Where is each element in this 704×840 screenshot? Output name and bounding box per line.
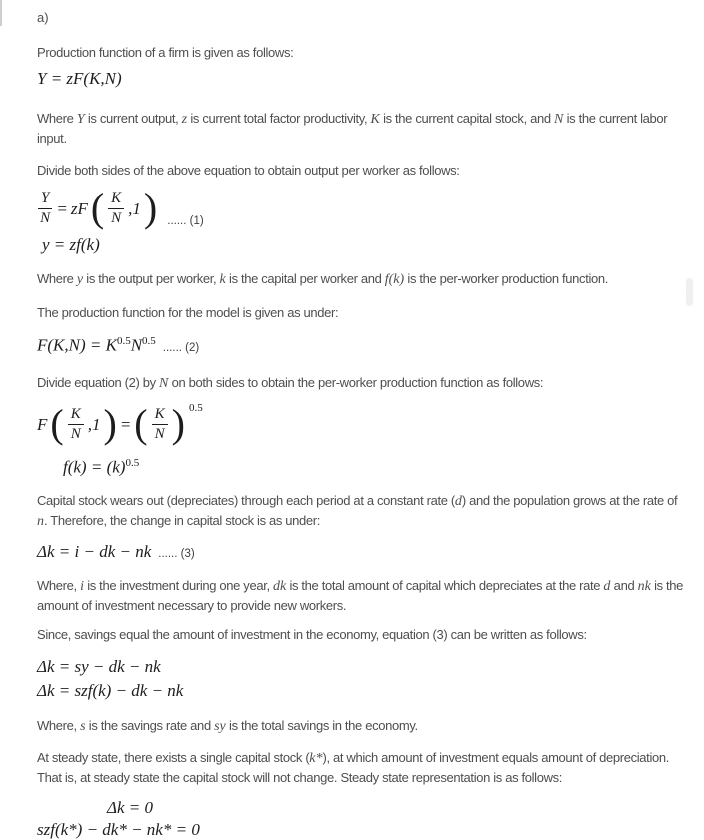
cobb-mid: N xyxy=(130,335,143,355)
math-variable: N xyxy=(554,111,564,127)
equals-sign: = xyxy=(119,414,132,434)
paragraph-production-intro xyxy=(37,43,687,63)
paragraph-per-worker-definitions xyxy=(37,269,687,290)
math-variable: n xyxy=(37,514,44,530)
text-run: is the total amount of capital which depreciates at the rate xyxy=(286,577,604,593)
math-variable: z xyxy=(181,111,188,127)
math-variable: d xyxy=(603,578,611,594)
paragraph-divide-instruction xyxy=(37,161,687,181)
math-variable: d xyxy=(454,493,462,509)
text-run: Production function of a firm is given as follows: xyxy=(37,45,294,60)
math-variable: sy xyxy=(214,719,226,735)
text-run: and xyxy=(610,577,638,593)
fraction-k-over-n: $\frac{K}{N}$ xyxy=(67,406,85,441)
text-run: is the output per worker, xyxy=(83,271,220,286)
equation-per-worker-derivation: F ( $\frac{K}{N}$ ,1 ) = ( $\frac{K}{N}$ ) 0.5 xyxy=(37,399,687,449)
math-variable: nk xyxy=(637,578,651,594)
exponent: 0.5 xyxy=(142,335,156,347)
text-run: is the current capital stock, and xyxy=(379,110,555,126)
text-run: is the savings rate and xyxy=(85,718,215,734)
text-run: is the current labor input. xyxy=(37,110,668,146)
fraction-k-over-n: $\frac{K}{N}$ xyxy=(151,406,169,441)
comma-one-term: ,1 xyxy=(87,414,101,434)
paragraph-investment-definitions xyxy=(37,576,687,616)
equation-per-worker-output: $\frac{Y}{N}$ = zF ( $\frac{K}{N}$ ,1 ) ...... (1) xyxy=(37,184,687,232)
math-variable: k* xyxy=(309,750,323,766)
math-variable: N xyxy=(159,375,169,391)
text-run: is the amount of investment necessary to provide new workers. xyxy=(37,577,684,614)
capital-change-body: Δk = i − dk − nk xyxy=(37,541,152,561)
equation-steady-final: szf(k*) − dk* − nk* = 0 xyxy=(37,819,200,839)
text-run: Where xyxy=(37,271,77,286)
paragraph-savings-equal xyxy=(37,625,687,645)
exponent: 0.5 xyxy=(116,335,131,347)
math-variable: k xyxy=(219,272,226,287)
math-variable: s xyxy=(80,719,86,735)
paragraph-model-production xyxy=(37,303,687,323)
comma-one-term: ,1 xyxy=(128,198,141,218)
text-run: Since, savings equal the amount of investment in the economy, equation (3) can be written as follows: xyxy=(37,626,587,642)
cobb-lead: F(K,N) = K xyxy=(37,335,117,355)
f-term: F xyxy=(37,414,48,434)
equation-fk xyxy=(63,453,687,478)
equation-number-2: ...... (2) xyxy=(162,341,200,354)
math-variable: f(k) xyxy=(384,272,405,287)
text-run: on both sides to obtain the per-worker production function as follows: xyxy=(168,374,544,390)
text-run: is the capital per worker and xyxy=(225,271,385,286)
paragraph-variable-definitions xyxy=(37,109,687,149)
equation-savings-1: Δk = sy − dk − nk xyxy=(37,657,161,677)
equation-production-function: Y = zF(K,N) xyxy=(37,68,122,88)
scrollbar-thumb[interactable] xyxy=(686,278,693,306)
exponent: 0.5 xyxy=(125,457,140,470)
math-variable: K xyxy=(370,111,380,127)
text-run: The production function for the model is given as under: xyxy=(37,304,339,320)
text-run: ) and the population grows at the rate of xyxy=(461,492,678,508)
math-variable: Y xyxy=(76,111,85,127)
equation-y-zfk: y = zf(k) xyxy=(42,235,100,254)
text-run: is the total savings in the economy. xyxy=(225,718,418,734)
exponent: 0.5 xyxy=(188,401,203,414)
math-variable: i xyxy=(80,578,84,594)
equation-cobb-douglas xyxy=(37,331,687,359)
fk-lead: f(k) = (k) xyxy=(63,457,126,477)
equation-number-3: ...... (3) xyxy=(158,547,195,560)
text-run: is the per-worker production function. xyxy=(404,271,609,286)
fraction-y-over-n: $\frac{Y}{N}$ xyxy=(37,190,53,225)
paragraph-divide-eq2 xyxy=(37,373,687,394)
math-variable: y xyxy=(76,272,84,287)
paragraph-depreciation xyxy=(37,491,687,532)
equation-savings-2: Δk = szf(k) − dk − nk xyxy=(37,681,184,701)
fraction-k-over-n: $\frac{K}{N}$ xyxy=(107,190,125,225)
equation-number-1: ...... (1) xyxy=(167,214,204,227)
text-run: Divide both sides of the above equation to obtain output per worker as follows: xyxy=(37,162,460,178)
math-variable: dk xyxy=(272,578,287,594)
text-run: Where xyxy=(37,110,77,126)
text-run: Capital stock wears out (depreciates) through each period at a constant rate ( xyxy=(37,492,455,508)
page-edge-artifact xyxy=(0,0,2,26)
part-label: a) xyxy=(37,10,49,25)
zf-term: zF xyxy=(70,198,88,218)
paragraph-savings-rate xyxy=(37,716,687,737)
equation-steady-zero: Δk = 0 xyxy=(107,797,153,817)
text-run: is current total factor productivity, xyxy=(187,110,371,126)
equals-sign: = xyxy=(56,198,68,218)
equation-capital-change xyxy=(37,541,687,565)
text-run: is the investment during one year, xyxy=(83,577,273,593)
text-run: Where, xyxy=(37,577,81,593)
text-run: . Therefore, the change in capital stock is as under: xyxy=(44,513,321,529)
text-run: ), at which amount of investment equals amount of depreciation. That is, at steady state the capital stock will not change. Steady state representation is as follows: xyxy=(37,749,670,786)
text-run: Divide equation (2) by xyxy=(37,374,160,390)
text-run: At steady state, there exists a single capital stock ( xyxy=(37,749,310,765)
paragraph-steady-state xyxy=(37,748,687,788)
text-run: is current output, xyxy=(84,110,182,126)
text-run: Where, xyxy=(37,718,81,734)
